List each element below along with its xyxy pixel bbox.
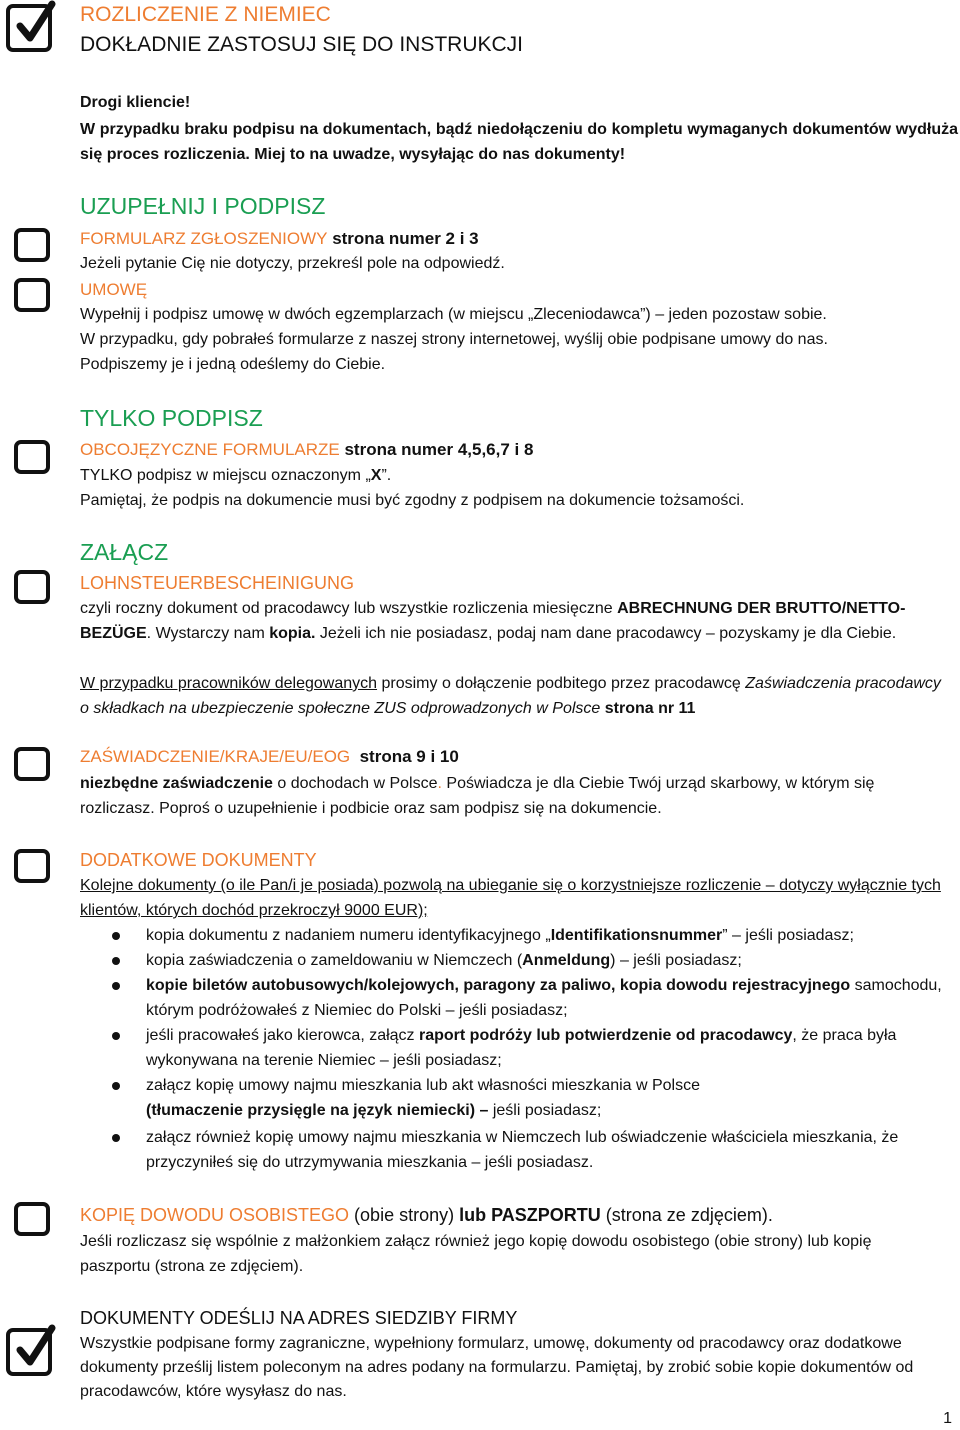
contract-line-2: W przypadku, gdy pobrałeś formularze z naszej strony internetowej, wyślij obie podpisane umowy do nas. <box>80 331 828 348</box>
item-text-end: jeśli posiadasz; <box>488 1102 602 1119</box>
checkbox-icon <box>14 849 50 883</box>
id-line <box>80 1204 773 1226</box>
lohn-text-3: Jeżeli ich nie posiadasz, podaj nam dane pracodawcy – pozyskamy je dla Ciebie. <box>315 625 897 642</box>
item-text: załącz również kopię umowy najmu mieszkania w Niemczech lub oświadczenie właściciela mieszkania, że przyczyniłeś się do utrzymywania mieszkania – jeśli posiadasz. <box>146 1129 899 1171</box>
document-title: ROZLICZENIE Z NIEMIEC <box>80 3 331 26</box>
delegated-italic: Zaświadczenia pracodawcy o składkach na ubezpieczenie społeczne ZUS odprowadzonych w Polsce <box>80 675 941 717</box>
item-text-end: ” – jeśli posiadasz; <box>722 927 854 944</box>
list-item <box>80 973 960 1023</box>
sign-note-text: TYLKO podpisz w miejscu oznaczonym „ <box>80 467 371 484</box>
lohn-copy: kopia. <box>269 625 316 642</box>
section-heading-extra: DODATKOWE DOKUMENTY <box>80 850 317 870</box>
section-heading-send: DOKUMENTY ODEŚLIJ NA ADRES SIEDZIBY FIRMY <box>80 1308 518 1328</box>
certificate-label: ZAŚWIADCZENIE/KRAJE/EU/EOG <box>80 747 351 766</box>
item-bold: Identifikationsnummer <box>550 927 723 944</box>
sign-note-1 <box>80 465 391 487</box>
section-heading-fill-sign: UZUPEŁNIJ I PODPISZ <box>80 193 326 219</box>
contract-line-3: Podpiszemy je i jedną odeślemy do Ciebie. <box>80 356 386 373</box>
lohn-text-bold: ABRECHNUNG DER BRUTTO/NETTO-BEZÜGE <box>80 600 906 642</box>
extra-list <box>80 923 960 1175</box>
item-bold: kopie biletów autobusowych/kolejowych, paragony za paliwo, kopia dowodu rejestracyjnego <box>146 977 851 994</box>
id-note: Jeśli rozliczasz się wspólnie z małżonkiem załącz również jego kopię dowodu osobistego (obie strony) lub kopię paszportu (strona ze zdjęciem). <box>80 1233 872 1275</box>
list-item <box>80 1073 960 1123</box>
certificate-line <box>80 746 459 768</box>
checked-checkbox-icon <box>6 1328 52 1376</box>
section-heading-sign-only: TYLKO PODPISZ <box>80 405 263 431</box>
certificate-text-1: o dochodach w Polsce <box>272 775 438 792</box>
delegated-text-1: prosimy o dołączenie podbitego przez pracodawcę <box>377 675 746 692</box>
contract-line-1: Wypełnij i podpisz umowę w dwóch egzemplarzach (w miejscu „Zleceniodawca”) – jeden pozostaw sobie. <box>80 306 827 323</box>
delegated-underlined: W przypadku pracowników delegowanych <box>80 675 378 692</box>
extra-intro: Kolejne dokumenty (o ile Pan/i je posiada) pozwolą na ubieganie się o korzystniejsze rozliczenie – dotyczy wyłącznie tych klientów, których dochód przekroczył 9000 EUR); <box>80 877 941 919</box>
lohn-text <box>80 596 940 646</box>
send-text: Wszystkie podpisane formy zagraniczne, wypełniony formularz, umowę, dokumenty od pracodawcy oraz dodatkowe dokumenty prześlij listem poleconym na adres podany na formularzu. Pamiętaj, by zrobić sobie kopie dokumentów od pracodawców, które wysyłasz do nas. <box>80 1335 914 1400</box>
sign-note-2: Pamiętaj, że podpis na dokumencie musi być zgodny z podpisem na dokumencie tożsamości. <box>80 492 745 509</box>
id-passport: PASZPORTU <box>491 1205 601 1225</box>
checkbox-icon <box>14 1202 50 1236</box>
document-subtitle: DOKŁADNIE ZASTOSUJ SIĘ DO INSTRUKCJI <box>80 33 524 56</box>
foreign-forms-line <box>80 439 533 461</box>
section-heading-attach: ZAŁĄCZ <box>80 539 169 565</box>
item-text-end: , że praca była wykonywana na terenie Niemiec – jeśli posiadasz; <box>146 1027 897 1069</box>
checkbox-icon <box>14 747 50 781</box>
form-label: FORMULARZ ZGŁOSZENIOWY <box>80 229 328 248</box>
id-or: lub <box>459 1205 487 1225</box>
certificate-text-2: Poświadcza je dla Ciebie Twój urząd skarbowy, w którym się rozliczasz. Poproś o uzupełnienie i podbicie oraz sam podpisz się na dokumencie. <box>80 775 875 817</box>
list-item <box>80 1023 960 1073</box>
lohn-text-2: . Wystarczy nam <box>146 625 270 642</box>
lohn-label: LOHNSTEUERBESCHEINIGUNG <box>80 573 355 593</box>
checkbox-icon <box>14 228 50 262</box>
page-number: 1 <box>943 1410 952 1427</box>
id-text-1: (obie strony) <box>349 1205 460 1225</box>
item-text: jeśli pracowałeś jako kierowca, załącz <box>146 1027 419 1044</box>
item-bold: (tłumaczenie przysięgle na język niemiecki) – <box>146 1102 489 1119</box>
form-pages: strona numer 2 i 3 <box>327 229 479 248</box>
checkbox-icon <box>14 278 50 312</box>
list-item <box>80 923 960 948</box>
list-item <box>80 1125 960 1175</box>
lohn-text-1: czyli roczny dokument od pracodawcy lub wszystkie rozliczenia miesięczne <box>80 600 618 617</box>
item-text: kopia zaświadczenia o zameldowaniu w Niemczech ( <box>146 952 523 969</box>
intro-text: W przypadku braku podpisu na dokumentach, bądź niedołączeniu do kompletu wymaganych dokumentów wydłuża się proces rozliczenia. Miej to na uwadze, wysyłając do nas dokumenty! <box>80 121 958 163</box>
item-text: kopia dokumentu z nadaniem numeru identyfikacyjnego „ <box>146 927 551 944</box>
item-text-end: ) – jeśli posiadasz; <box>610 952 742 969</box>
foreign-forms-label: OBCOJĘZYCZNE FORMULARZE <box>80 440 340 459</box>
checkbox-icon <box>14 440 50 474</box>
id-text-2: (strona ze zdjęciem). <box>600 1205 773 1225</box>
certificate-pages: strona 9 i 10 <box>350 747 459 766</box>
certificate-bold: niezbędne zaświadczenie <box>80 775 273 792</box>
certificate-text <box>80 771 950 821</box>
sign-note-end: ”. <box>381 467 392 484</box>
item-text-end: samochodu, którym podróżowałeś z Niemiec do Polski – jeśli posiadasz; <box>146 977 942 1019</box>
foreign-forms-pages: strona numer 4,5,6,7 i 8 <box>339 440 534 459</box>
id-label: KOPIĘ DOWODU OSOBISTEGO <box>80 1205 350 1225</box>
contract-label: UMOWĘ <box>80 280 148 299</box>
list-item <box>80 948 960 973</box>
form-line <box>80 228 479 250</box>
certificate-dot: . <box>437 775 442 792</box>
checked-checkbox-icon <box>6 4 52 52</box>
item-text: załącz kopię umowy najmu mieszkania lub akt własności mieszkania w Polsce <box>146 1077 701 1094</box>
item-bold: raport podróży lub potwierdzenie od pracodawcy <box>419 1027 793 1044</box>
delegated-text <box>80 671 952 721</box>
delegated-page: strona nr 11 <box>600 700 696 717</box>
greeting: Drogi kliencie! <box>80 94 191 111</box>
sign-mark: X <box>370 467 382 484</box>
form-note: Jeżeli pytanie Cię nie dotyczy, przekreśl pole na odpowiedź. <box>80 255 505 272</box>
item-bold: Anmeldung <box>522 952 611 969</box>
checkbox-icon <box>14 570 50 604</box>
